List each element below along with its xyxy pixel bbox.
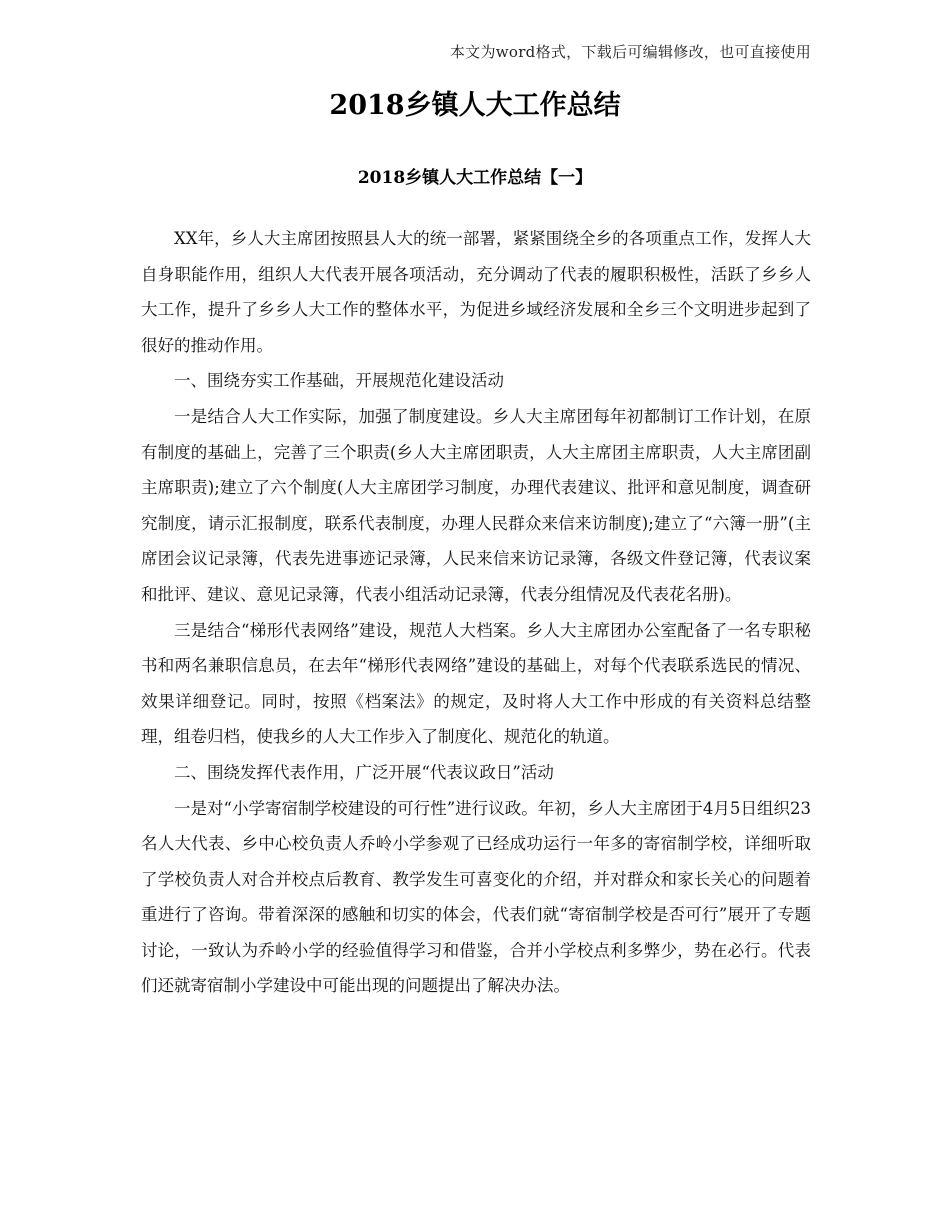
section-title: 2018乡镇人大工作总结【一】 [357,168,593,188]
intro-paragraph: XX年，乡人大主席团按照县人大的统一部署，紧紧围绕全乡的各项重点工作，发挥人大自身职能作用，组织人大代表开展各项活动，充分调动了代表的履职积极性，活跃了乡乡人大工作，提升了乡乡人大工作的整体水平，为促进乡域经济发展和全乡三个文明进步起到了很好的推动作用。 [141,229,811,355]
heading-one-paragraph: 一、围绕夯实工作基础，开展规范化建设活动 [174,371,504,391]
document-title: 2018乡镇人大工作总结 [329,90,621,121]
system-building-paragraph: 一是结合人大工作实际，加强了制度建设。乡人大主席团每年初都制订工作计划，在原有制度的基础上，完善了三个职责(乡人大主席团职责，人大主席团主席职责，人大主席团副主席职责);建立了六个制度(人大主席团学习制度，办理代表建议、批评和意见制度，调查研究制度，请示汇报制度，联系代表制度，办理人民群众来信来访制度);建立了“六簿一册”(主席团会议记录簿，代表先进事迹记录簿，人民来信来访记录簿，各级文件登记簿，代表议案和批评、建议、意见记录簿，代表小组活动记录簿，代表分组情况及代表花名册)。 [141,406,811,604]
boarding-school-paragraph: 一是对“小学寄宿制学校建设的可行性”进行议政。年初，乡人大主席团于4月5日组织23名人大代表、乡中心校负责人乔岭小学参观了已经成功运行一年多的寄宿制学校，详细听取了学校负责人对合并校点后教育、教学发生可喜变化的介绍，并对群众和家长关心的问题着重进行了咨询。带着深深的感触和切实的体会，代表们就“寄宿制学校是否可行”展开了专题讨论，一致认为乔岭小学的经验值得学习和借鉴，合并小学校点利多弊少，势在必行。代表们还就寄宿制小学建设中可能出现的问题提出了解决办法。 [141,798,811,996]
document-body [141,221,811,1004]
header-note: 本文为word格式，下载后可编辑修改，也可直接使用 [449,43,811,61]
heading-two-paragraph: 二、围绕发挥代表作用，广泛开展“代表议政日”活动 [174,762,554,782]
archive-paragraph: 三是结合“梯形代表网络”建设，规范人大档案。乡人大主席团办公室配备了一名专职秘书和两名兼职信息员，在去年“梯形代表网络”建设的基础上，对每个代表联系选民的情况、效果详细登记。同时，按照《档案法》的规定，及时将人大工作中形成的有关资料总结整理，组卷归档，使我乡的人大工作步入了制度化、规范化的轨道。 [141,620,811,747]
